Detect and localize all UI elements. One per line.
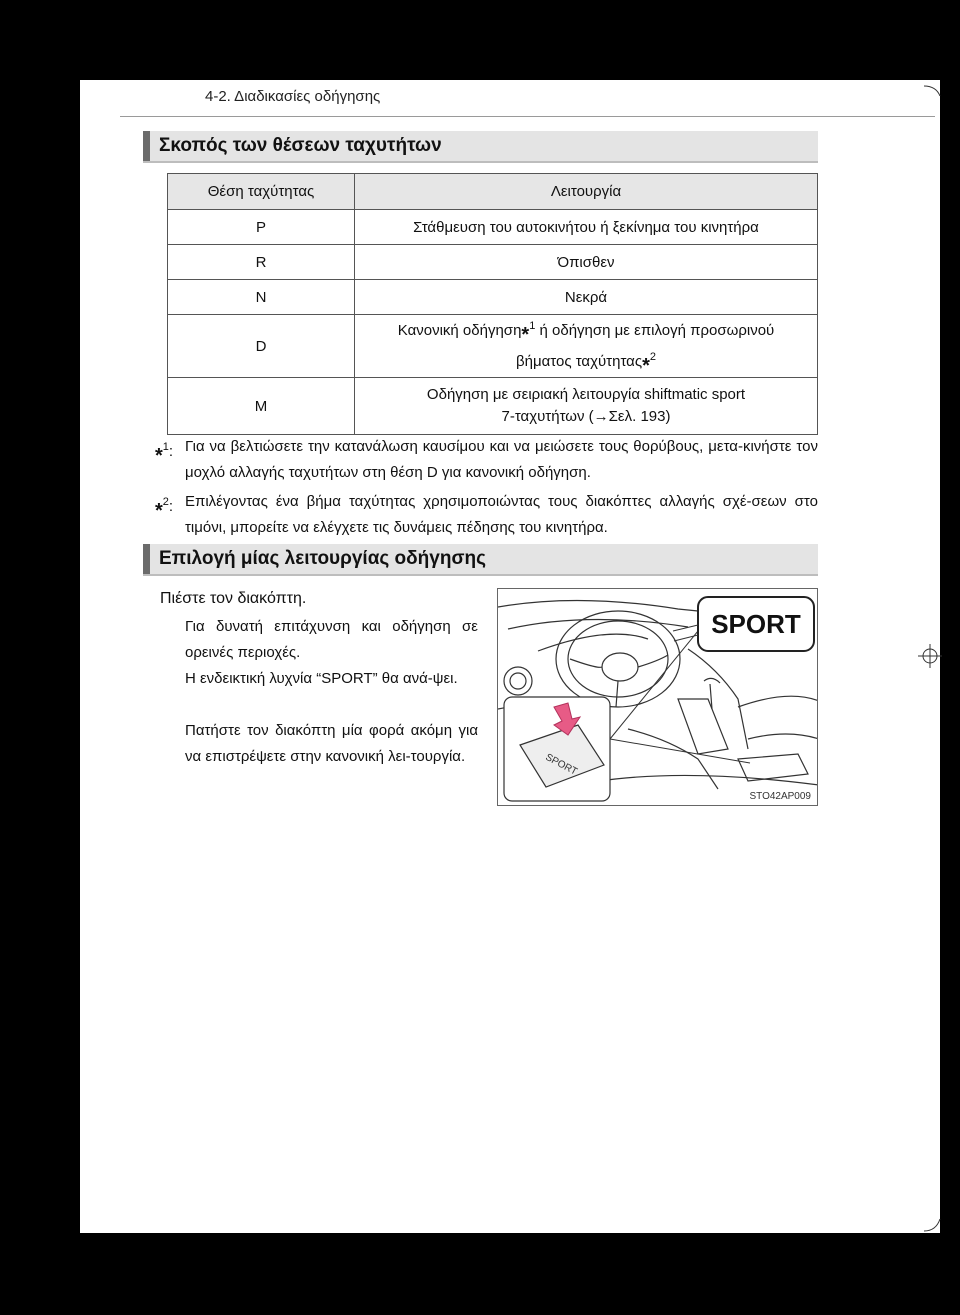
column-header-position: Θέση ταχύτητας	[168, 174, 355, 210]
section-heading-gear-positions	[143, 131, 818, 163]
paragraph: Η ενδεικτική λυχνία “SPORT” θα ανά-ψει.	[185, 670, 458, 687]
header-rule	[120, 116, 935, 117]
footnote-star: *	[642, 355, 650, 377]
figure-code: STO42AP009	[749, 791, 811, 802]
footnote-1	[155, 434, 818, 486]
table-row	[168, 210, 818, 245]
gear-positions-table	[167, 173, 818, 435]
footnote-text: Για να βελτιώσετε την κατανάλωση καυσίμου και να μειώσετε τους θορύβους, μετα-κινήστε τον μοχλό αλλαγής ταχυτήτων στη θέση D για κανονική οδήγηση.	[185, 438, 818, 481]
car-interior-drawing	[498, 589, 818, 806]
table-row	[168, 315, 818, 378]
footnote-text: Επιλέγοντας ένα βήμα ταχύτητας χρησιμοποιώντας τους διακόπτες αλλαγής σχέ-σεων στο τιμόνι, μπορείτε να ελέγχετε τις δυνάμεις πέδησης του κινητήρα.	[185, 493, 818, 536]
footnote-ref: 1	[529, 320, 536, 332]
gear-function-text: βήματος ταχύτητας	[515, 353, 643, 370]
gear-position: M	[168, 378, 355, 435]
gear-position: P	[168, 210, 355, 245]
crop-mark-bottom-right	[922, 1215, 942, 1235]
footnote-ref: 2	[649, 351, 656, 363]
crop-mark-top-right	[922, 80, 942, 100]
running-header: 4-2. Διαδικασίες οδήγησης	[205, 88, 381, 105]
gear-function: Όπισθεν	[355, 245, 818, 280]
gear-position: N	[168, 280, 355, 315]
table-row	[168, 245, 818, 280]
registration-mark	[918, 644, 942, 668]
section-title: Επιλογή μίας λειτουργίας οδήγησης	[159, 548, 486, 569]
footnote-2	[155, 489, 818, 541]
gear-function-text: 7-ταχυτήτων (→Σελ. 193)	[501, 408, 671, 425]
gear-function: Νεκρά	[355, 280, 818, 315]
sport-callout-label: SPORT	[711, 609, 801, 639]
table-header-row	[168, 174, 818, 210]
paragraph: Πατήστε τον διακόπτη μία φορά ακόμη για να επιστρέψετε στην κανονική λει-τουργία.	[185, 722, 478, 765]
column-header-function: Λειτουργία	[355, 174, 818, 210]
footnote-marker: *$^2$:	[155, 496, 174, 522]
gear-function	[355, 315, 818, 378]
table-row	[168, 280, 818, 315]
sport-button-label: SPORT	[543, 751, 579, 778]
paragraph: Για δυνατή επιτάχυνση και οδήγηση σε ορεινές περιοχές.	[185, 618, 478, 661]
instruction-text: Πιέστε τον διακόπτη.	[160, 590, 307, 607]
gear-function-text: Οδήγηση με σειριακή λειτουργία shiftmatic sport	[426, 386, 746, 403]
gear-function	[355, 378, 818, 435]
section-heading-tab	[143, 131, 150, 161]
gear-function: Στάθμευση του αυτοκινήτου ή ξεκίνημα του κινητήρα	[355, 210, 818, 245]
table-row	[168, 378, 818, 435]
footnote-marker: *$^1$:	[155, 441, 174, 467]
section-title: Σκοπός των θέσεων ταχυτήτων	[159, 135, 442, 156]
section-heading-driving-mode	[143, 544, 818, 576]
gear-position: R	[168, 245, 355, 280]
section-heading-tab	[143, 544, 150, 574]
gear-position: D	[168, 315, 355, 378]
gear-function-text: ή οδήγηση με επιλογή προσωρινού	[535, 322, 775, 339]
sport-switch-illustration	[497, 588, 818, 806]
gear-function-text: Κανονική οδήγηση	[397, 322, 522, 339]
footnote-star: *	[521, 324, 530, 346]
